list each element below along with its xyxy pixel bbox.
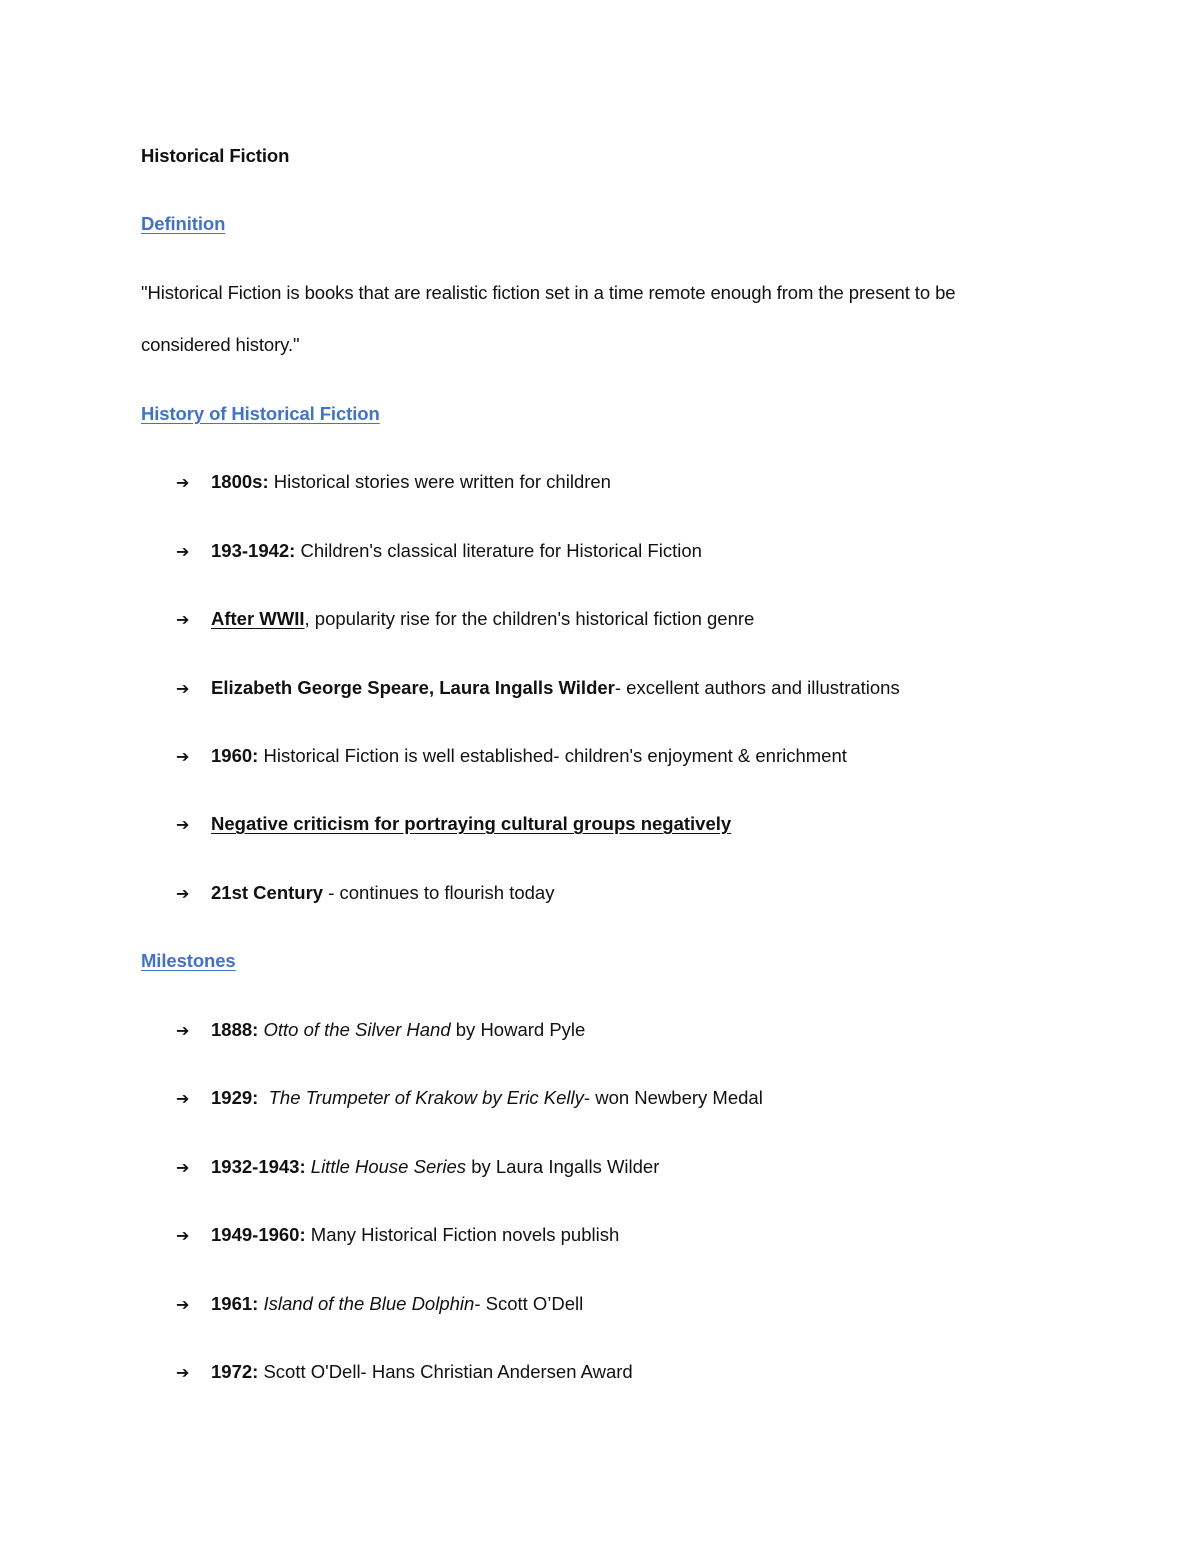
- milestone-item: [176, 1155, 659, 1180]
- history-item-text: Children's classical literature for Historical Fiction: [295, 540, 702, 561]
- arrow-icon: ➔: [176, 679, 190, 698]
- history-item: [176, 676, 900, 701]
- arrow-icon: ➔: [176, 1158, 190, 1177]
- milestone-item: [176, 1223, 619, 1248]
- milestone-year: 1972:: [211, 1361, 259, 1382]
- milestone-text: Scott O'Dell- Hans Christian Andersen Award: [258, 1361, 633, 1382]
- history-item: [176, 881, 554, 906]
- arrow-icon: ➔: [176, 473, 190, 492]
- milestone-text: - won Newbery Medal: [583, 1087, 763, 1108]
- arrow-icon: ➔: [176, 542, 190, 561]
- milestone-item: [176, 1018, 585, 1043]
- milestone-year: 1929:: [211, 1087, 259, 1108]
- history-item-text: - excellent authors and illustrations: [614, 677, 900, 698]
- history-item: [176, 470, 611, 495]
- milestones-heading: Milestones: [141, 950, 236, 971]
- milestone-item: [176, 1086, 763, 1111]
- arrow-icon: ➔: [176, 610, 190, 629]
- history-item-label: 193-1942:: [211, 540, 296, 561]
- milestone-title: The Trumpeter of Krakow by Eric Kelly: [268, 1087, 584, 1108]
- history-item-label: After WWII: [211, 608, 305, 629]
- arrow-icon: ➔: [176, 1363, 190, 1382]
- milestone-text: by Howard Pyle: [450, 1019, 586, 1040]
- milestone-title: Island of the Blue Dolphin: [263, 1293, 475, 1314]
- milestone-year: 1961:: [211, 1293, 259, 1314]
- history-item-label: Elizabeth George Speare, Laura Ingalls Wilder: [211, 677, 615, 698]
- history-item-label: Negative criticism for portraying cultural groups negatively: [211, 813, 732, 834]
- history-item-text: , popularity rise for the children's historical fiction genre: [304, 608, 755, 629]
- definition-text-line-2: considered history.": [141, 334, 300, 355]
- milestone-text: - Scott O’Dell: [474, 1293, 584, 1314]
- milestone-year: 1932-1943:: [211, 1156, 306, 1177]
- arrow-icon: ➔: [176, 1089, 190, 1108]
- milestone-item: [176, 1360, 633, 1385]
- milestone-item: [176, 1292, 583, 1317]
- arrow-icon: ➔: [176, 747, 190, 766]
- definition-heading: Definition: [141, 213, 226, 234]
- history-item-label: 21st Century: [211, 882, 324, 903]
- history-item: [176, 607, 754, 632]
- history-item: [176, 744, 847, 769]
- arrow-icon: ➔: [176, 1021, 190, 1040]
- milestone-text: Many Historical Fiction novels publish: [305, 1224, 620, 1245]
- milestone-text: by Laura Ingalls Wilder: [466, 1156, 660, 1177]
- history-item-label: 1960:: [211, 745, 259, 766]
- definition-text-line-1: "Historical Fiction is books that are realistic fiction set in a time remote enough from the present to be: [141, 282, 956, 303]
- arrow-icon: ➔: [176, 1226, 190, 1245]
- history-item-text: Historical Fiction is well established- children's enjoyment & enrichment: [258, 745, 847, 766]
- history-item: [176, 812, 731, 837]
- milestone-year: 1888:: [211, 1019, 259, 1040]
- milestone-year: 1949-1960:: [211, 1224, 306, 1245]
- history-item-label: 1800s:: [211, 471, 269, 492]
- arrow-icon: ➔: [176, 815, 190, 834]
- history-heading: History of Historical Fiction: [141, 403, 380, 424]
- milestone-title: Little House Series: [310, 1156, 467, 1177]
- arrow-icon: ➔: [176, 1295, 190, 1314]
- history-item: [176, 539, 702, 564]
- document-title: Historical Fiction: [141, 145, 290, 166]
- history-item-text: Historical stories were written for children: [268, 471, 611, 492]
- arrow-icon: ➔: [176, 884, 190, 903]
- history-item-text: - continues to flourish today: [323, 882, 555, 903]
- milestone-title: Otto of the Silver Hand: [263, 1019, 451, 1040]
